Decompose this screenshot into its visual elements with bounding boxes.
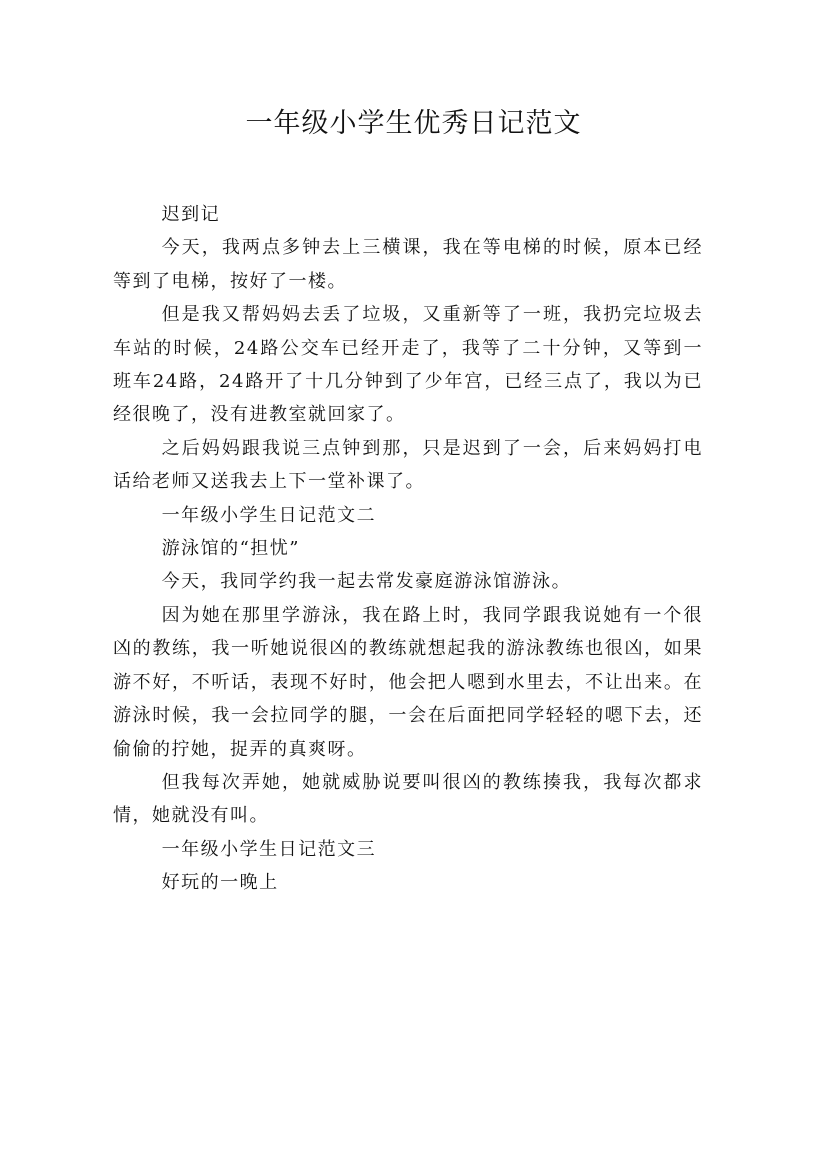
paragraph: 因为她在那里学游泳，我在路上时，我同学跟我说她有一个很凶的教练，我一听她说很凶的教练就想起我的游泳教练也很凶，如果游不好，不听话，表现不好时，他会把人嗯到水里去，不让出来。在游泳时候，我一会拉同学的腿，一会在后面把同学轻轻的嗯下去，还偷偷的拧她，捉弄的真爽呀。 xyxy=(113,604,703,760)
document-body xyxy=(113,198,703,900)
paragraph: 之后妈妈跟我说三点钟到那，只是迟到了一会，后来妈妈打电话给老师又送我去上下一堂补课了。 xyxy=(113,437,703,493)
section-heading-diary-two: 一年级小学生日记范文二 xyxy=(161,504,377,526)
section-heading-fun-evening: 好玩的一晚上 xyxy=(161,872,279,894)
document-title: 一年级小学生优秀日记范文 xyxy=(245,108,582,139)
section-heading-diary-three: 一年级小学生日记范文三 xyxy=(161,838,377,860)
section-heading-late: 迟到记 xyxy=(161,204,221,225)
paragraph: 今天，我两点多钟去上三横课，我在等电梯的时候，原本已经等到了电梯，按好了一楼。 xyxy=(113,237,703,292)
paragraph: 今天，我同学约我一起去常发豪庭游泳馆游泳。 xyxy=(161,571,572,593)
paragraph: 但是我又帮妈妈去丢了垃圾，又重新等了一班，我扔完垃圾去车站的时候，24路公交车已经开走了，我等了二十分钟，又等到一班车24路，24路开了十几分钟到了少年宫，已经三点了，我以为已经很晚了，没有进教室就回家了。 xyxy=(113,304,703,426)
paragraph: 但我每次弄她，她就威胁说要叫很凶的教练揍我，我每次都求情，她就没有叫。 xyxy=(113,771,703,827)
section-heading-swimming: 游泳馆的“担忧” xyxy=(161,538,300,560)
